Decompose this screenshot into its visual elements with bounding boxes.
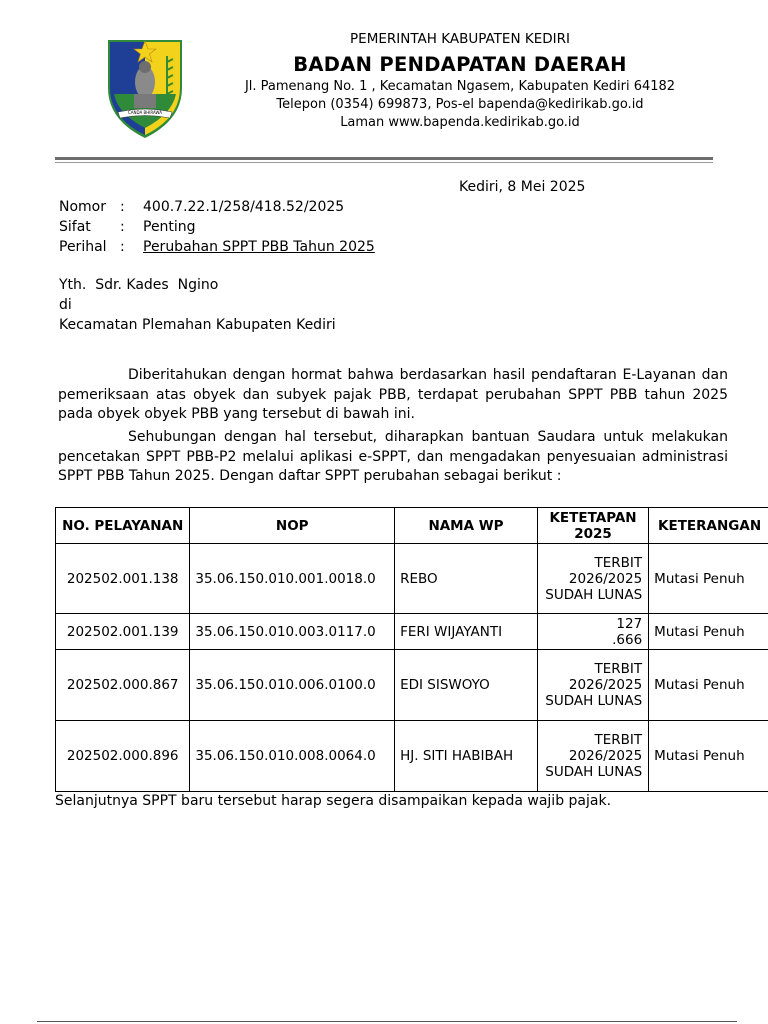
cell-keterangan: Mutasi Penuh — [649, 544, 768, 614]
agency-contact: Telepon (0354) 699873, Pos-el bapenda@kedirikab.go.id — [276, 97, 644, 112]
agency-website: Laman www.bapenda.kedirikab.go.id — [340, 115, 580, 130]
cell-nop: 35.06.150.010.003.0117.0 — [190, 614, 395, 650]
closing-sentence: Selanjutnya SPPT baru tersebut harap segera disampaikan kepada wajib pajak. — [55, 793, 612, 809]
meta-label: Sifat — [59, 219, 91, 235]
cell-no-pelayanan: 202502.001.139 — [56, 614, 190, 650]
government-name: PEMERINTAH KABUPATEN KEDIRI — [350, 31, 570, 47]
cell-nop: 35.06.150.010.008.0064.0 — [190, 721, 395, 792]
meta-value: Penting — [143, 219, 196, 235]
meta-separator: : — [120, 219, 125, 235]
header-keterangan: KETERANGAN — [649, 508, 768, 544]
cell-ketetapan: 127 .666 — [537, 614, 648, 650]
cell-keterangan: Mutasi Penuh — [649, 650, 768, 721]
cell-keterangan: Mutasi Penuh — [649, 721, 768, 792]
letter-date: Kediri, 8 Mei 2025 — [459, 179, 586, 195]
cell-ketetapan: TERBIT 2026/2025 SUDAH LUNAS — [537, 650, 648, 721]
page-bottom-rule — [37, 1021, 737, 1022]
cell-ketetapan: TERBIT 2026/2025 SUDAH LUNAS — [537, 544, 648, 614]
table-header-row — [56, 508, 768, 544]
agency-address: Jl. Pamenang No. 1 , Kecamatan Ngasem, Kabupaten Kediri 64182 — [244, 79, 676, 94]
cell-no-pelayanan: 202502.000.867 — [56, 650, 190, 721]
cell-nop: 35.06.150.010.006.0100.0 — [190, 650, 395, 721]
meta-separator: : — [120, 199, 125, 215]
table-row — [56, 614, 768, 650]
letterhead-rule-thin — [55, 162, 713, 163]
header-nama-wp: NAMA WP — [395, 508, 538, 544]
letterhead-rule-thick — [55, 157, 713, 160]
table-row — [56, 544, 768, 614]
cell-no-pelayanan: 202502.001.138 — [56, 544, 190, 614]
header-ketetapan: KETETAPAN 2025 — [537, 508, 648, 544]
body-paragraph-1: Diberitahukan dengan hormat bahwa berdasarkan hasil pendaftaran E-Layanan dan pemeriksaan atas obyek dan subyek pajak PBB, terdapat perubahan SPPT PBB tahun 2025 pada obyek obyek PBB yang tersebut di bawah ini. — [58, 367, 728, 422]
cell-nop: 35.06.150.010.001.0018.0 — [190, 544, 395, 614]
body-paragraph-2: Sehubungan dengan hal tersebut, diharapkan bantuan Saudara untuk melakukan pencetakan SPPT PBB-P2 melalui aplikasi e-SPPT, dan mengadakan penyesuaian administrasi SPPT PBB Tahun 2025. Dengan daftar SPPT perubahan sebagai berikut : — [58, 429, 728, 484]
recipient-di: di — [59, 297, 72, 313]
meta-label: Nomor — [59, 199, 106, 215]
meta-label: Perihal — [59, 239, 107, 255]
cell-keterangan: Mutasi Penuh — [649, 614, 768, 650]
sppt-change-table — [55, 507, 768, 792]
recipient-name: Yth. Sdr. Kades Ngino — [59, 277, 219, 293]
recipient-location: Kecamatan Plemahan Kabupaten Kediri — [59, 317, 336, 333]
cell-nama-wp: FERI WIJAYANTI — [395, 614, 538, 650]
kabupaten-kediri-logo — [104, 36, 186, 140]
cell-ketetapan: TERBIT 2026/2025 SUDAH LUNAS — [537, 721, 648, 792]
meta-separator: : — [120, 239, 125, 255]
cell-nama-wp: EDI SISWOYO — [395, 650, 538, 721]
header-nop: NOP — [190, 508, 395, 544]
header-no-pelayanan: NO. PELAYANAN — [56, 508, 190, 544]
cell-nama-wp: HJ. SITI HABIBAH — [395, 721, 538, 792]
table-row — [56, 650, 768, 721]
logo-motto: CANDA BHIRAWA — [127, 110, 163, 115]
agency-name: BADAN PENDAPATAN DAERAH — [293, 53, 627, 76]
meta-value-subject: Perubahan SPPT PBB Tahun 2025 — [143, 239, 375, 255]
table-row — [56, 721, 768, 792]
cell-no-pelayanan: 202502.000.896 — [56, 721, 190, 792]
cell-nama-wp: REBO — [395, 544, 538, 614]
meta-value: 400.7.22.1/258/418.52/2025 — [143, 199, 345, 215]
